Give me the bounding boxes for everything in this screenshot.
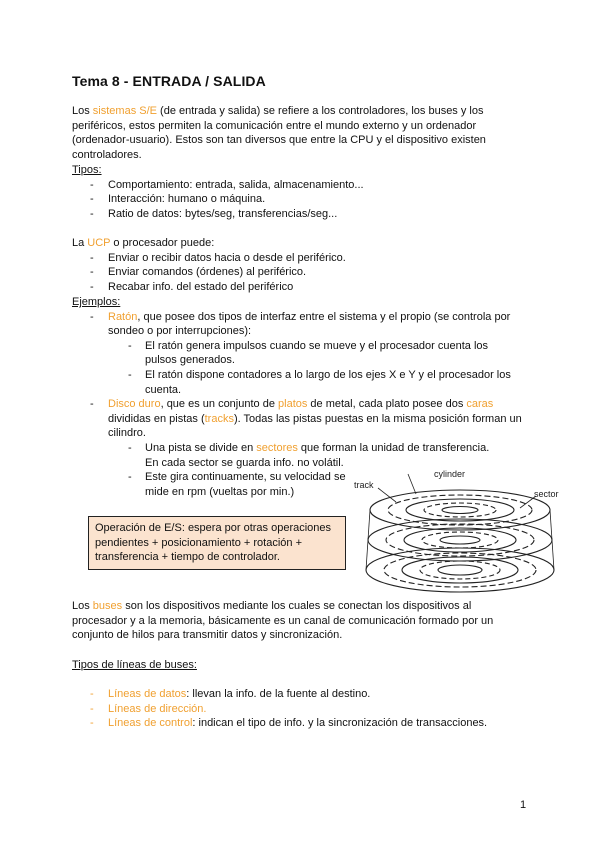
disk-diagram <box>348 468 580 603</box>
term-raton: Ratón <box>108 310 138 323</box>
tipos-heading: Tipos: <box>72 164 102 176</box>
list-item: - Interacción: humano o máquina. <box>90 193 266 206</box>
cylinder-pointer <box>408 474 416 494</box>
page-number: 1 <box>520 799 527 811</box>
list-item: - Líneas de datos: llevan la info. de la fuente al destino. <box>90 688 371 700</box>
ucp-section <box>72 236 504 294</box>
ejemplos-heading: Ejemplos: <box>72 296 121 308</box>
list-item: - Líneas de control: indican el tipo de info. y la sincronización de transacciones. <box>90 717 488 730</box>
term-ucp: UCP <box>87 237 111 249</box>
term-disco-duro: Disco duro <box>108 398 161 411</box>
list-item: - Enviar comandos (órdenes) al periférico. <box>90 266 307 279</box>
term-sistemas-se: sistemas S/E <box>92 105 157 117</box>
list-item: - Líneas de dirección. <box>90 702 207 715</box>
sub-list-item: - El ratón genera impulsos cuando se mueve y el procesador cuenta los pulsos generados. <box>128 339 489 367</box>
platter-bottom <box>366 548 554 592</box>
label-sector: sector <box>534 489 559 499</box>
sub-list-item: - Una pista se divide en sectores que forman la unidad de transferencia. En cada sector se guarda info. no volátil. <box>128 441 490 469</box>
lineas-heading: Tipos de líneas de buses: <box>72 659 197 671</box>
buses-paragraph: Los buses son los dispositivos mediante los cuales se conectan los dispositivos al procesador y a la memoria, básicamente es un canal de comunicación formado por un conjunto de hilos para transmitir datos y sincronización. <box>72 600 494 642</box>
term-caras: caras <box>466 398 494 411</box>
list-item-disco: - Disco duro, que es un conjunto de platos de metal, cada plato posee dos caras divididas en pistas (tracks). Todas las pistas puestas en la misma posición forman un cilindro. - Una pista se divide en sectores que forman la unidad de transferencia. En cada sector se guarda info. no volátil. - Este gira continuamente, su velocidad se mide en rpm (vueltas por min.) <box>72 397 522 499</box>
tipos-section <box>72 163 504 221</box>
intro-paragraph: Los sistemas S/E (de entrada y salida) se refiere a los controladores, los buses y los periféricos, estos permiten la comunicación entre el mundo externo y un ordenador (ordenador-usuario). Estos son tan diversos que entre la CPU y el dispositivo existen controladores. <box>72 105 486 161</box>
sub-list-item: - El ratón dispone contadores a lo largo de los ejes X e Y y el procesador los cuenta. <box>128 368 511 396</box>
list-item-raton: - Ratón, que posee dos tipos de interfaz entre el sistema y el propio (se controla por sondeo o por interrupciones): - El ratón genera impulsos cuando se mueve y el procesador cuenta los pulsos generados. - El ratón dispone contadores a lo largo de los ejes X e Y y el procesador los cuenta. <box>72 310 522 398</box>
page-title: Tema 8 - ENTRADA / SALIDA <box>72 73 266 89</box>
ucp-intro: La UCP o procesador puede: <box>72 237 215 249</box>
lineas-list <box>72 687 532 731</box>
list-item: - Ratio de datos: bytes/seg, transferencias/seg... <box>90 207 338 220</box>
label-track: track <box>354 480 374 490</box>
label-cylinder: cylinder <box>434 469 466 479</box>
tipos-list <box>72 178 504 222</box>
list-item: - Enviar o recibir datos hacia o desde el periférico. <box>90 251 346 264</box>
term-platos: platos <box>278 398 308 411</box>
lineas-section <box>72 687 532 731</box>
ucp-list <box>72 251 504 295</box>
list-item: - Recabar info. del estado del periférico <box>90 280 294 293</box>
term-buses: buses <box>92 600 123 612</box>
io-operation-box: Operación de E/S: espera por otras operaciones pendientes + posicionamiento + rotación + transferencia + tiempo de controlador. <box>88 516 346 570</box>
term-sectores: sectores <box>256 441 298 454</box>
term-tracks: tracks <box>204 412 234 425</box>
list-item: - Comportamiento: entrada, salida, almacenamiento... <box>90 178 364 191</box>
sub-list-item: - Este gira continuamente, su velocidad se mide en rpm (vueltas por min.) <box>128 471 346 498</box>
